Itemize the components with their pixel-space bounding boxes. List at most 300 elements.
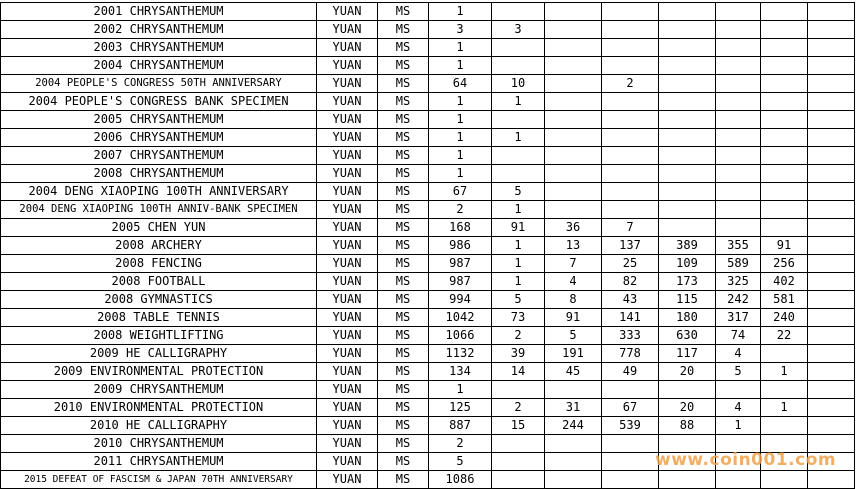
count-cell: 134 (429, 363, 492, 381)
denomination-cell: YUAN (317, 183, 378, 201)
table-row (1, 399, 855, 417)
denomination-cell: YUAN (317, 327, 378, 345)
count-cell (602, 453, 659, 471)
coin-name-cell: 2010 CHRYSANTHEMUM (1, 435, 317, 453)
count-cell (659, 39, 716, 57)
count-cell: 994 (429, 291, 492, 309)
grade-cell: MS (378, 309, 429, 327)
coin-name-cell: 2008 GYMNASTICS (1, 291, 317, 309)
count-cell: 1 (716, 417, 761, 435)
count-cell: 1 (429, 381, 492, 399)
coin-name-cell: 2008 FOOTBALL (1, 273, 317, 291)
table-row (1, 165, 855, 183)
count-cell (808, 363, 855, 381)
count-cell: 1 (492, 273, 545, 291)
coin-name-cell: 2008 WEIGHTLIFTING (1, 327, 317, 345)
count-cell (761, 93, 808, 111)
grade-cell: MS (378, 435, 429, 453)
count-cell (545, 39, 602, 57)
denomination-cell: YUAN (317, 399, 378, 417)
count-cell: 325 (716, 273, 761, 291)
count-cell: 887 (429, 417, 492, 435)
grade-cell: MS (378, 93, 429, 111)
table-row (1, 417, 855, 435)
count-cell (808, 39, 855, 57)
grade-cell: MS (378, 237, 429, 255)
count-cell (808, 111, 855, 129)
count-cell: 389 (659, 237, 716, 255)
table-row (1, 345, 855, 363)
count-cell (808, 237, 855, 255)
count-cell (808, 21, 855, 39)
coin-name-cell: 2009 CHRYSANTHEMUM (1, 381, 317, 399)
coin-name-cell: 2010 ENVIRONMENTAL PROTECTION (1, 399, 317, 417)
count-cell (761, 417, 808, 435)
count-cell (761, 345, 808, 363)
count-cell (545, 21, 602, 39)
count-cell: 7 (545, 255, 602, 273)
count-cell (761, 111, 808, 129)
count-cell (602, 111, 659, 129)
denomination-cell: YUAN (317, 291, 378, 309)
count-cell: 115 (659, 291, 716, 309)
count-cell (492, 3, 545, 21)
denomination-cell: YUAN (317, 363, 378, 381)
count-cell: 10 (492, 75, 545, 93)
coin-name-cell: 2008 CHRYSANTHEMUM (1, 165, 317, 183)
count-cell: 5 (716, 363, 761, 381)
count-cell (761, 183, 808, 201)
count-cell (492, 57, 545, 75)
count-cell (808, 345, 855, 363)
denomination-cell: YUAN (317, 3, 378, 21)
denomination-cell: YUAN (317, 57, 378, 75)
count-cell: 1 (492, 201, 545, 219)
grade-cell: MS (378, 327, 429, 345)
count-cell (659, 21, 716, 39)
count-cell: 180 (659, 309, 716, 327)
count-cell (761, 165, 808, 183)
count-cell: 987 (429, 255, 492, 273)
count-cell (808, 129, 855, 147)
count-cell (808, 327, 855, 345)
count-cell: 333 (602, 327, 659, 345)
count-cell (492, 435, 545, 453)
denomination-cell: YUAN (317, 345, 378, 363)
table-body (1, 3, 855, 489)
count-cell (808, 291, 855, 309)
table-row (1, 111, 855, 129)
count-cell: 256 (761, 255, 808, 273)
coin-name-cell: 2009 HE CALLIGRAPHY (1, 345, 317, 363)
count-cell (716, 471, 761, 489)
count-cell (659, 3, 716, 21)
count-cell: 2 (602, 75, 659, 93)
coin-name-cell: 2011 CHRYSANTHEMUM (1, 453, 317, 471)
denomination-cell: YUAN (317, 39, 378, 57)
grade-cell: MS (378, 417, 429, 435)
count-cell: 31 (545, 399, 602, 417)
table-row (1, 471, 855, 489)
count-cell: 402 (761, 273, 808, 291)
coin-name-cell: 2015 DEFEAT OF FASCISM & JAPAN 70TH ANNIVERSARY (1, 471, 317, 489)
count-cell (602, 165, 659, 183)
count-cell: 64 (429, 75, 492, 93)
count-cell: 43 (602, 291, 659, 309)
grade-cell: MS (378, 75, 429, 93)
table-row (1, 183, 855, 201)
count-cell (808, 57, 855, 75)
count-cell: 1132 (429, 345, 492, 363)
count-cell (808, 255, 855, 273)
count-cell (761, 129, 808, 147)
count-cell (545, 381, 602, 399)
count-cell: 1 (429, 147, 492, 165)
table-row (1, 147, 855, 165)
grade-cell: MS (378, 165, 429, 183)
count-cell (761, 75, 808, 93)
grade-cell: MS (378, 255, 429, 273)
count-cell (808, 381, 855, 399)
count-cell (602, 381, 659, 399)
count-cell: 240 (761, 309, 808, 327)
denomination-cell: YUAN (317, 129, 378, 147)
count-cell: 22 (761, 327, 808, 345)
count-cell: 581 (761, 291, 808, 309)
count-cell (492, 381, 545, 399)
coin-name-cell: 2009 ENVIRONMENTAL PROTECTION (1, 363, 317, 381)
count-cell (545, 93, 602, 111)
count-cell (716, 93, 761, 111)
denomination-cell: YUAN (317, 309, 378, 327)
count-cell (545, 129, 602, 147)
data-table (0, 2, 855, 489)
count-cell: 14 (492, 363, 545, 381)
table-row (1, 3, 855, 21)
count-cell: 3 (492, 21, 545, 39)
grade-cell: MS (378, 399, 429, 417)
count-cell (492, 165, 545, 183)
grade-cell: MS (378, 111, 429, 129)
coin-name-cell: 2001 CHRYSANTHEMUM (1, 3, 317, 21)
count-cell (602, 435, 659, 453)
count-cell (808, 399, 855, 417)
table-row (1, 21, 855, 39)
count-cell: 109 (659, 255, 716, 273)
count-cell (659, 165, 716, 183)
count-cell (761, 201, 808, 219)
count-cell: 74 (716, 327, 761, 345)
count-cell: 39 (492, 345, 545, 363)
table-row (1, 291, 855, 309)
count-cell: 173 (659, 273, 716, 291)
count-cell (602, 129, 659, 147)
count-cell (602, 3, 659, 21)
count-cell (545, 165, 602, 183)
grade-cell: MS (378, 453, 429, 471)
count-cell: 20 (659, 363, 716, 381)
denomination-cell: YUAN (317, 219, 378, 237)
count-cell (716, 129, 761, 147)
count-cell (602, 39, 659, 57)
denomination-cell: YUAN (317, 165, 378, 183)
count-cell (808, 147, 855, 165)
count-cell: 1 (761, 399, 808, 417)
count-cell (602, 201, 659, 219)
denomination-cell: YUAN (317, 237, 378, 255)
table-row (1, 129, 855, 147)
count-cell: 2 (429, 201, 492, 219)
count-cell: 630 (659, 327, 716, 345)
count-cell (761, 3, 808, 21)
count-cell: 1 (761, 363, 808, 381)
count-cell: 1 (429, 93, 492, 111)
count-cell (808, 3, 855, 21)
count-cell: 1 (429, 57, 492, 75)
watermark: www.coin001.com (655, 450, 837, 470)
count-cell (659, 381, 716, 399)
count-cell (602, 183, 659, 201)
grade-cell: MS (378, 273, 429, 291)
count-cell (659, 129, 716, 147)
count-cell (545, 471, 602, 489)
denomination-cell: YUAN (317, 93, 378, 111)
count-cell (545, 201, 602, 219)
table-row (1, 219, 855, 237)
count-cell: 1086 (429, 471, 492, 489)
table-row (1, 201, 855, 219)
count-cell (761, 471, 808, 489)
grade-cell: MS (378, 183, 429, 201)
count-cell: 8 (545, 291, 602, 309)
count-cell: 244 (545, 417, 602, 435)
count-cell (761, 147, 808, 165)
count-cell (808, 273, 855, 291)
count-cell: 73 (492, 309, 545, 327)
count-cell (492, 111, 545, 129)
denomination-cell: YUAN (317, 273, 378, 291)
table-row (1, 273, 855, 291)
count-cell: 4 (545, 273, 602, 291)
count-cell: 355 (716, 237, 761, 255)
count-cell (659, 471, 716, 489)
count-cell: 1066 (429, 327, 492, 345)
count-cell (659, 93, 716, 111)
coin-name-cell: 2005 CHRYSANTHEMUM (1, 111, 317, 129)
count-cell: 1 (429, 39, 492, 57)
count-cell: 589 (716, 255, 761, 273)
count-cell (716, 39, 761, 57)
count-cell (761, 21, 808, 39)
count-cell: 91 (492, 219, 545, 237)
count-cell: 986 (429, 237, 492, 255)
count-cell (659, 219, 716, 237)
count-cell (659, 111, 716, 129)
count-cell: 4 (716, 399, 761, 417)
count-cell: 67 (429, 183, 492, 201)
denomination-cell: YUAN (317, 435, 378, 453)
count-cell: 36 (545, 219, 602, 237)
count-cell: 2 (492, 399, 545, 417)
denomination-cell: YUAN (317, 201, 378, 219)
coin-name-cell: 2010 HE CALLIGRAPHY (1, 417, 317, 435)
coin-name-cell: 2004 DENG XIAOPING 100TH ANNIV-BANK SPECIMEN (1, 201, 317, 219)
count-cell: 5 (545, 327, 602, 345)
denomination-cell: YUAN (317, 453, 378, 471)
count-cell (761, 381, 808, 399)
coin-name-cell: 2004 CHRYSANTHEMUM (1, 57, 317, 75)
table-row (1, 93, 855, 111)
count-cell (716, 165, 761, 183)
count-cell: 49 (602, 363, 659, 381)
coin-name-cell: 2004 PEOPLE'S CONGRESS BANK SPECIMEN (1, 93, 317, 111)
count-cell: 1 (429, 111, 492, 129)
denomination-cell: YUAN (317, 255, 378, 273)
count-cell: 5 (492, 291, 545, 309)
coin-name-cell: 2008 TABLE TENNIS (1, 309, 317, 327)
table-row (1, 255, 855, 273)
grade-cell: MS (378, 129, 429, 147)
count-cell (761, 39, 808, 57)
count-cell: 7 (602, 219, 659, 237)
count-cell: 5 (429, 453, 492, 471)
count-cell: 1 (429, 3, 492, 21)
count-cell (716, 111, 761, 129)
count-cell (492, 39, 545, 57)
count-cell (716, 381, 761, 399)
grade-cell: MS (378, 219, 429, 237)
count-cell: 67 (602, 399, 659, 417)
count-cell: 15 (492, 417, 545, 435)
grade-cell: MS (378, 147, 429, 165)
count-cell: 20 (659, 399, 716, 417)
count-cell: 5 (492, 183, 545, 201)
count-cell (808, 219, 855, 237)
table-row (1, 327, 855, 345)
count-cell (808, 417, 855, 435)
count-cell (545, 111, 602, 129)
count-cell (602, 57, 659, 75)
count-cell: 1 (492, 93, 545, 111)
count-cell (808, 471, 855, 489)
count-cell: 137 (602, 237, 659, 255)
count-cell (716, 219, 761, 237)
coin-name-cell: 2004 DENG XIAOPING 100TH ANNIVERSARY (1, 183, 317, 201)
count-cell (545, 435, 602, 453)
coin-name-cell: 2002 CHRYSANTHEMUM (1, 21, 317, 39)
count-cell (545, 57, 602, 75)
table-row (1, 75, 855, 93)
count-cell (492, 147, 545, 165)
denomination-cell: YUAN (317, 471, 378, 489)
count-cell: 1 (429, 129, 492, 147)
count-cell: 45 (545, 363, 602, 381)
table-row (1, 39, 855, 57)
count-cell (545, 183, 602, 201)
count-cell (808, 183, 855, 201)
count-cell (545, 453, 602, 471)
count-cell: 317 (716, 309, 761, 327)
grade-cell: MS (378, 39, 429, 57)
count-cell (659, 75, 716, 93)
count-cell (659, 183, 716, 201)
coin-name-cell: 2003 CHRYSANTHEMUM (1, 39, 317, 57)
count-cell (545, 3, 602, 21)
table-row (1, 237, 855, 255)
coin-name-cell: 2006 CHRYSANTHEMUM (1, 129, 317, 147)
count-cell: 2 (492, 327, 545, 345)
count-cell: 25 (602, 255, 659, 273)
count-cell: 13 (545, 237, 602, 255)
count-cell: 125 (429, 399, 492, 417)
table-row (1, 57, 855, 75)
count-cell: 242 (716, 291, 761, 309)
grade-cell: MS (378, 345, 429, 363)
count-cell (761, 219, 808, 237)
count-cell: 88 (659, 417, 716, 435)
coin-name-cell: 2008 FENCING (1, 255, 317, 273)
count-cell: 141 (602, 309, 659, 327)
count-cell (716, 201, 761, 219)
count-cell (716, 75, 761, 93)
count-cell: 91 (545, 309, 602, 327)
coin-name-cell: 2004 PEOPLE'S CONGRESS 50TH ANNIVERSARY (1, 75, 317, 93)
denomination-cell: YUAN (317, 111, 378, 129)
count-cell (808, 93, 855, 111)
count-cell: 2 (429, 435, 492, 453)
count-cell (716, 57, 761, 75)
grade-cell: MS (378, 201, 429, 219)
count-cell (492, 453, 545, 471)
denomination-cell: YUAN (317, 147, 378, 165)
count-cell: 3 (429, 21, 492, 39)
count-cell: 168 (429, 219, 492, 237)
count-cell: 91 (761, 237, 808, 255)
count-cell (716, 183, 761, 201)
count-cell (716, 21, 761, 39)
count-cell: 1 (492, 237, 545, 255)
grade-cell: MS (378, 57, 429, 75)
count-cell: 1 (492, 255, 545, 273)
count-cell (808, 165, 855, 183)
table-row (1, 309, 855, 327)
grade-cell: MS (378, 291, 429, 309)
coin-name-cell: 2005 CHEN YUN (1, 219, 317, 237)
denomination-cell: YUAN (317, 75, 378, 93)
count-cell (602, 93, 659, 111)
grade-cell: MS (378, 381, 429, 399)
grade-cell: MS (378, 363, 429, 381)
count-cell (545, 147, 602, 165)
count-cell (761, 57, 808, 75)
count-cell (602, 21, 659, 39)
count-cell: 1 (492, 129, 545, 147)
denomination-cell: YUAN (317, 21, 378, 39)
count-cell: 539 (602, 417, 659, 435)
count-cell: 191 (545, 345, 602, 363)
count-cell: 778 (602, 345, 659, 363)
count-cell (659, 201, 716, 219)
grade-cell: MS (378, 3, 429, 21)
denomination-cell: YUAN (317, 381, 378, 399)
count-cell: 117 (659, 345, 716, 363)
count-cell: 82 (602, 273, 659, 291)
count-cell (808, 201, 855, 219)
coin-name-cell: 2007 CHRYSANTHEMUM (1, 147, 317, 165)
count-cell (808, 75, 855, 93)
coin-name-cell: 2008 ARCHERY (1, 237, 317, 255)
count-cell (659, 57, 716, 75)
